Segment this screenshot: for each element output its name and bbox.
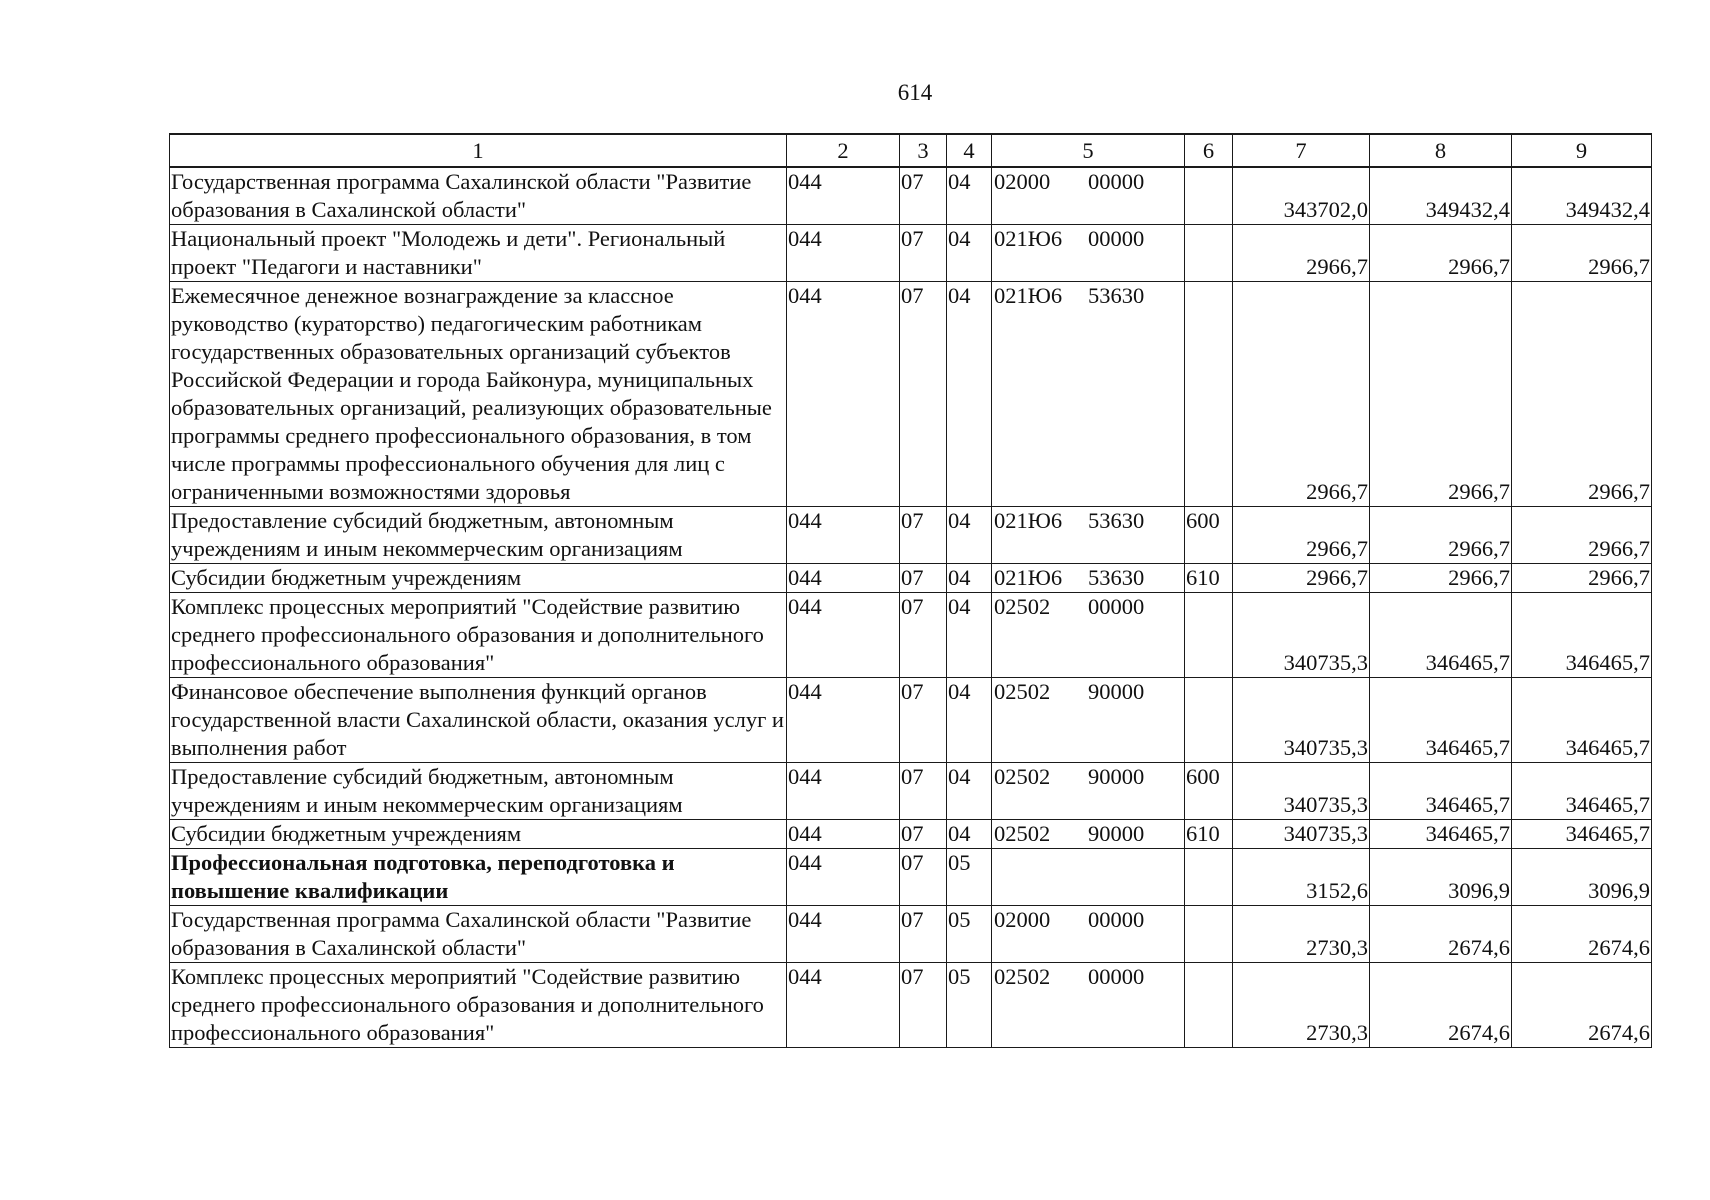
amount-col8: 2966,7 bbox=[1370, 564, 1512, 593]
ministry-code: 044 bbox=[787, 963, 900, 1048]
section-code: 07 bbox=[900, 507, 947, 564]
table-row bbox=[170, 593, 1652, 678]
subsection-code: 04 bbox=[947, 593, 992, 678]
column-header-1: 1 bbox=[170, 134, 787, 167]
amount-col8: 2674,6 bbox=[1370, 963, 1512, 1048]
expense-type-code bbox=[1185, 167, 1233, 225]
section-code: 07 bbox=[900, 167, 947, 225]
section-code: 07 bbox=[900, 564, 947, 593]
amount-col9: 349432,4 bbox=[1512, 167, 1652, 225]
subsection-code: 04 bbox=[947, 678, 992, 763]
program-code: 02502 bbox=[994, 821, 1051, 846]
amount-col7: 2966,7 bbox=[1233, 564, 1370, 593]
ministry-code: 044 bbox=[787, 282, 900, 507]
subsection-code: 05 bbox=[947, 963, 992, 1048]
program-code: 021Ю6 bbox=[994, 283, 1063, 308]
table-row bbox=[170, 906, 1652, 963]
subsection-code: 04 bbox=[947, 225, 992, 282]
amount-col8: 346465,7 bbox=[1370, 678, 1512, 763]
program-code: 02502 bbox=[994, 679, 1051, 704]
amount-col9: 2674,6 bbox=[1512, 906, 1652, 963]
amount-col8: 346465,7 bbox=[1370, 593, 1512, 678]
row-name: Профессиональная подготовка, переподготовка и повышение квалификации bbox=[170, 849, 787, 906]
amount-col7: 340735,3 bbox=[1233, 593, 1370, 678]
ministry-code: 044 bbox=[787, 593, 900, 678]
direction-code: 00000 bbox=[1088, 226, 1145, 251]
target-article-code bbox=[992, 507, 1185, 564]
ministry-code: 044 bbox=[787, 763, 900, 820]
subsection-code: 04 bbox=[947, 507, 992, 564]
direction-code: 00000 bbox=[1088, 169, 1145, 194]
section-code: 07 bbox=[900, 282, 947, 507]
subsection-code: 04 bbox=[947, 820, 992, 849]
program-code: 02502 bbox=[994, 764, 1051, 789]
table-row bbox=[170, 820, 1652, 849]
program-code: 021Ю6 bbox=[994, 565, 1063, 590]
program-code: 02000 bbox=[994, 907, 1051, 932]
target-article-code bbox=[992, 906, 1185, 963]
amount-col8: 2674,6 bbox=[1370, 906, 1512, 963]
amount-col9: 346465,7 bbox=[1512, 593, 1652, 678]
direction-code: 53630 bbox=[1088, 508, 1145, 533]
amount-col8: 349432,4 bbox=[1370, 167, 1512, 225]
row-name: Комплекс процессных мероприятий "Содействие развитию среднего профессионального образования и дополнительного профессионального образования" bbox=[170, 963, 787, 1048]
column-header-4: 4 bbox=[947, 134, 992, 167]
target-article-code bbox=[992, 225, 1185, 282]
amount-col7: 343702,0 bbox=[1233, 167, 1370, 225]
amount-col8: 346465,7 bbox=[1370, 820, 1512, 849]
column-header-2: 2 bbox=[787, 134, 900, 167]
table-row bbox=[170, 225, 1652, 282]
target-article-code bbox=[992, 820, 1185, 849]
ministry-code: 044 bbox=[787, 906, 900, 963]
subsection-code: 05 bbox=[947, 849, 992, 906]
row-name: Государственная программа Сахалинской области "Развитие образования в Сахалинской области" bbox=[170, 167, 787, 225]
table-body bbox=[170, 167, 1652, 1048]
ministry-code: 044 bbox=[787, 849, 900, 906]
section-code: 07 bbox=[900, 849, 947, 906]
amount-col7: 2730,3 bbox=[1233, 963, 1370, 1048]
header-row bbox=[170, 134, 1652, 167]
expense-type-code bbox=[1185, 225, 1233, 282]
expense-type-code bbox=[1185, 593, 1233, 678]
subsection-code: 04 bbox=[947, 167, 992, 225]
expense-type-code bbox=[1185, 963, 1233, 1048]
ministry-code: 044 bbox=[787, 507, 900, 564]
direction-code: 00000 bbox=[1088, 964, 1145, 989]
subsection-code: 04 bbox=[947, 282, 992, 507]
subsection-code: 04 bbox=[947, 763, 992, 820]
row-name: Субсидии бюджетным учреждениям bbox=[170, 820, 787, 849]
section-code: 07 bbox=[900, 225, 947, 282]
amount-col9: 2674,6 bbox=[1512, 963, 1652, 1048]
amount-col7: 2966,7 bbox=[1233, 282, 1370, 507]
table-row bbox=[170, 678, 1652, 763]
amount-col7: 340735,3 bbox=[1233, 820, 1370, 849]
row-name: Государственная программа Сахалинской области "Развитие образования в Сахалинской области" bbox=[170, 906, 787, 963]
ministry-code: 044 bbox=[787, 678, 900, 763]
amount-col9: 346465,7 bbox=[1512, 763, 1652, 820]
expense-type-code: 600 bbox=[1185, 763, 1233, 820]
amount-col7: 340735,3 bbox=[1233, 678, 1370, 763]
column-header-3: 3 bbox=[900, 134, 947, 167]
expense-type-code bbox=[1185, 906, 1233, 963]
amount-col9: 3096,9 bbox=[1512, 849, 1652, 906]
table-row bbox=[170, 564, 1652, 593]
section-code: 07 bbox=[900, 906, 947, 963]
amount-col9: 2966,7 bbox=[1512, 225, 1652, 282]
expense-type-code: 610 bbox=[1185, 820, 1233, 849]
row-name: Субсидии бюджетным учреждениям bbox=[170, 564, 787, 593]
table-row bbox=[170, 849, 1652, 906]
row-name: Ежемесячное денежное вознаграждение за классное руководство (кураторство) педагогическим работникам государственных образовательных организаций субъектов Российской Федерации и города Байконура, муниципальных образовательных организаций, реализующих образовательные программы среднего профессионального образования, в том числе программы профессионального обучения для лиц с ограниченными возможностями здоровья bbox=[170, 282, 787, 507]
amount-col9: 2966,7 bbox=[1512, 282, 1652, 507]
section-code: 07 bbox=[900, 963, 947, 1048]
section-code: 07 bbox=[900, 763, 947, 820]
direction-code: 53630 bbox=[1088, 283, 1145, 308]
ministry-code: 044 bbox=[787, 564, 900, 593]
amount-col8: 2966,7 bbox=[1370, 225, 1512, 282]
target-article-code bbox=[992, 763, 1185, 820]
direction-code: 90000 bbox=[1088, 764, 1145, 789]
target-article-code bbox=[992, 564, 1185, 593]
row-name: Предоставление субсидий бюджетным, автономным учреждениям и иным некоммерческим организациям bbox=[170, 763, 787, 820]
column-header-7: 7 bbox=[1233, 134, 1370, 167]
ministry-code: 044 bbox=[787, 167, 900, 225]
expense-type-code bbox=[1185, 849, 1233, 906]
row-name: Предоставление субсидий бюджетным, автономным учреждениям и иным некоммерческим организациям bbox=[170, 507, 787, 564]
table-row bbox=[170, 963, 1652, 1048]
direction-code: 00000 bbox=[1088, 907, 1145, 932]
amount-col8: 346465,7 bbox=[1370, 763, 1512, 820]
section-code: 07 bbox=[900, 678, 947, 763]
column-header-5: 5 bbox=[992, 134, 1185, 167]
expense-type-code bbox=[1185, 282, 1233, 507]
column-header-8: 8 bbox=[1370, 134, 1512, 167]
ministry-code: 044 bbox=[787, 225, 900, 282]
amount-col7: 340735,3 bbox=[1233, 763, 1370, 820]
program-code: 021Ю6 bbox=[994, 226, 1063, 251]
direction-code: 90000 bbox=[1088, 821, 1145, 846]
table-row bbox=[170, 507, 1652, 564]
column-header-9: 9 bbox=[1512, 134, 1652, 167]
expense-type-code: 600 bbox=[1185, 507, 1233, 564]
target-article-code bbox=[992, 593, 1185, 678]
subsection-code: 04 bbox=[947, 564, 992, 593]
table-row bbox=[170, 167, 1652, 225]
expense-type-code: 610 bbox=[1185, 564, 1233, 593]
table-row bbox=[170, 763, 1652, 820]
ministry-code: 044 bbox=[787, 820, 900, 849]
amount-col7: 2966,7 bbox=[1233, 225, 1370, 282]
amount-col9: 346465,7 bbox=[1512, 678, 1652, 763]
section-code: 07 bbox=[900, 593, 947, 678]
section-code: 07 bbox=[900, 820, 947, 849]
program-code: 02000 bbox=[994, 169, 1051, 194]
target-article-code bbox=[992, 282, 1185, 507]
program-code: 021Ю6 bbox=[994, 508, 1063, 533]
direction-code: 00000 bbox=[1088, 594, 1145, 619]
page-number: 614 bbox=[897, 80, 933, 105]
amount-col8: 2966,7 bbox=[1370, 507, 1512, 564]
expense-type-code bbox=[1185, 678, 1233, 763]
target-article-code bbox=[992, 849, 1185, 906]
program-code: 02502 bbox=[994, 594, 1051, 619]
direction-code: 90000 bbox=[1088, 679, 1145, 704]
budget-table bbox=[169, 133, 1652, 1048]
amount-col9: 346465,7 bbox=[1512, 820, 1652, 849]
amount-col9: 2966,7 bbox=[1512, 507, 1652, 564]
target-article-code bbox=[992, 678, 1185, 763]
row-name: Финансовое обеспечение выполнения функций органов государственной власти Сахалинской области, оказания услуг и выполнения работ bbox=[170, 678, 787, 763]
row-name: Комплекс процессных мероприятий "Содействие развитию среднего профессионального образования и дополнительного профессионального образования" bbox=[170, 593, 787, 678]
amount-col7: 2966,7 bbox=[1233, 507, 1370, 564]
program-code: 02502 bbox=[994, 964, 1051, 989]
target-article-code bbox=[992, 167, 1185, 225]
amount-col9: 2966,7 bbox=[1512, 564, 1652, 593]
subsection-code: 05 bbox=[947, 906, 992, 963]
amount-col7: 3152,6 bbox=[1233, 849, 1370, 906]
amount-col7: 2730,3 bbox=[1233, 906, 1370, 963]
direction-code: 53630 bbox=[1088, 565, 1145, 590]
row-name: Национальный проект "Молодежь и дети". Региональный проект "Педагоги и наставники" bbox=[170, 225, 787, 282]
table-row bbox=[170, 282, 1652, 507]
target-article-code bbox=[992, 963, 1185, 1048]
amount-col8: 3096,9 bbox=[1370, 849, 1512, 906]
amount-col8: 2966,7 bbox=[1370, 282, 1512, 507]
table-header bbox=[170, 134, 1652, 167]
column-header-6: 6 bbox=[1185, 134, 1233, 167]
